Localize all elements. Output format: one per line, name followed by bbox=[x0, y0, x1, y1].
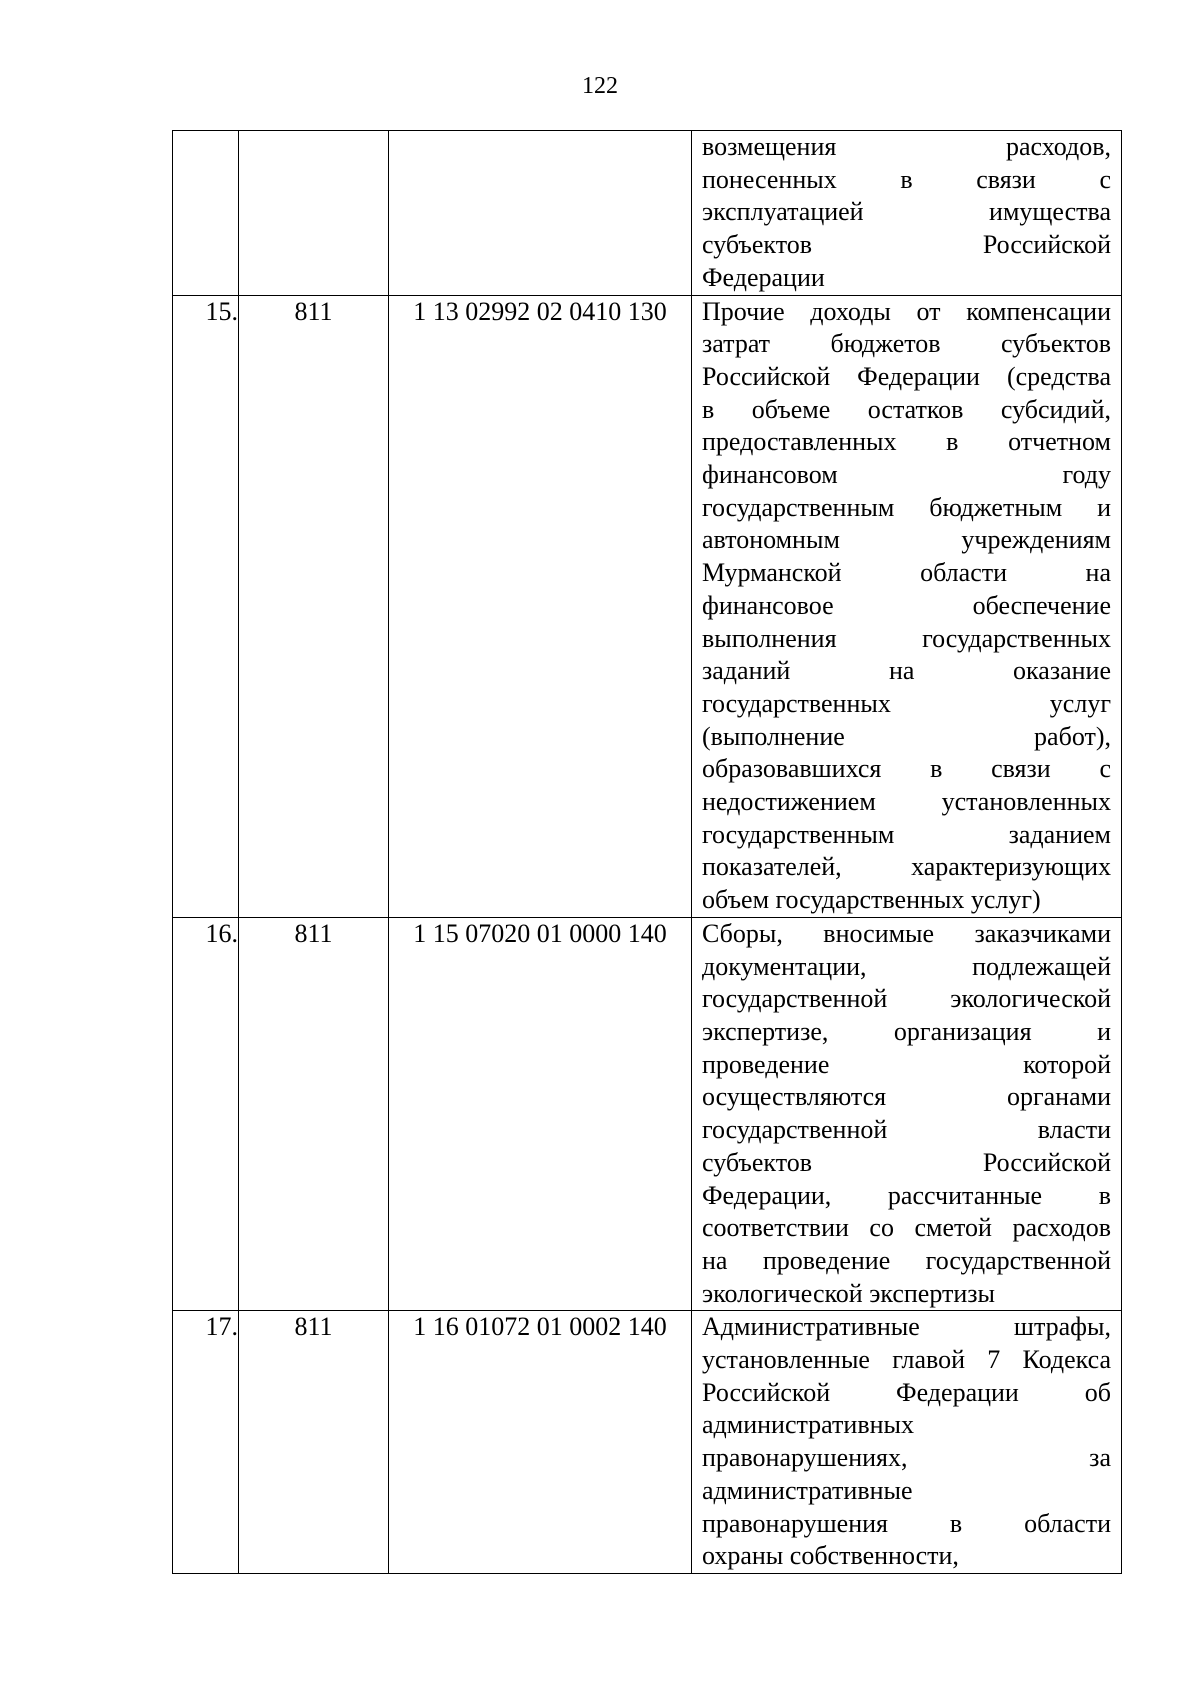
revenue-name-line: понесенных в связи с bbox=[702, 164, 1111, 194]
revenue-name-line: соответствии со сметой расходов bbox=[702, 1213, 1111, 1243]
table-row bbox=[173, 917, 1122, 1310]
revenue-code-cell: 1 15 07020 01 0000 140 bbox=[389, 917, 692, 1310]
page-number: 122 bbox=[582, 73, 618, 99]
revenue-codes-table bbox=[172, 130, 1122, 1574]
revenue-name-line: субъектов Российской bbox=[702, 230, 1111, 260]
revenue-name-line: Сборы, вносимые заказчиками bbox=[702, 918, 1111, 948]
revenue-name-line: государственной экологической bbox=[702, 984, 1111, 1014]
revenue-name-line: эксплуатацией имущества bbox=[702, 197, 1111, 227]
revenue-name-text bbox=[702, 131, 1111, 295]
revenue-name-line: государственным заданием bbox=[702, 819, 1111, 849]
administrator-code-cell: 811 bbox=[239, 917, 389, 1310]
revenue-name-line: финансовое обеспечение bbox=[702, 590, 1111, 620]
revenue-name-line: возмещения расходов, bbox=[702, 132, 1111, 161]
revenue-name-line: показателей, характеризующих bbox=[702, 852, 1111, 882]
table-row bbox=[173, 1311, 1122, 1574]
revenue-name-line: Федерации, рассчитанные в bbox=[702, 1180, 1111, 1210]
revenue-name-text bbox=[702, 918, 1111, 1310]
revenue-name-line: административных bbox=[702, 1410, 914, 1440]
revenue-name-line: автономным учреждениям bbox=[702, 525, 1111, 555]
row-number-cell: 16. bbox=[173, 917, 239, 1310]
revenue-name-line: Российской Федерации об bbox=[702, 1377, 1111, 1407]
table-row bbox=[173, 131, 1122, 296]
revenue-name-line: охраны собственности, bbox=[702, 1541, 959, 1571]
revenue-name-line: субъектов Российской bbox=[702, 1147, 1111, 1177]
revenue-name-line: на проведение государственной bbox=[702, 1245, 1111, 1275]
table-body bbox=[173, 131, 1122, 1574]
revenue-name-line: Мурманской области на bbox=[702, 558, 1111, 588]
revenue-name-cell bbox=[692, 1311, 1122, 1574]
revenue-name-line: в объеме остатков субсидий, bbox=[702, 394, 1111, 424]
row-number-cell bbox=[173, 131, 239, 296]
revenue-name-line: недостижением установленных bbox=[702, 787, 1111, 817]
revenue-name-line: документации, подлежащей bbox=[702, 951, 1111, 981]
revenue-name-line: затрат бюджетов субъектов bbox=[702, 329, 1111, 359]
revenue-name-line: административные bbox=[702, 1475, 913, 1505]
revenue-name-line: осуществляются органами bbox=[702, 1082, 1111, 1112]
revenue-name-line: объем государственных услуг) bbox=[702, 885, 1041, 915]
revenue-name-cell bbox=[692, 131, 1122, 296]
table-row bbox=[173, 295, 1122, 917]
revenue-name-line: (выполнение работ), bbox=[702, 721, 1111, 751]
row-number-cell: 17. bbox=[173, 1311, 239, 1574]
revenue-name-text bbox=[702, 296, 1111, 917]
revenue-name-cell bbox=[692, 295, 1122, 917]
revenue-name-line: предоставленных в отчетном bbox=[702, 427, 1111, 457]
revenue-name-line: Федерации bbox=[702, 262, 825, 292]
revenue-name-line: правонарушения в области bbox=[702, 1508, 1111, 1538]
revenue-name-line: Российской Федерации (средства bbox=[702, 361, 1111, 391]
administrator-code-cell: 811 bbox=[239, 1311, 389, 1574]
revenue-name-line: экологической экспертизы bbox=[702, 1278, 996, 1308]
revenue-name-line: государственной власти bbox=[702, 1115, 1111, 1145]
revenue-name-text bbox=[702, 1311, 1111, 1573]
revenue-code-cell: 1 13 02992 02 0410 130 bbox=[389, 295, 692, 917]
administrator-code-cell: 811 bbox=[239, 295, 389, 917]
row-number-cell: 15. bbox=[173, 295, 239, 917]
revenue-name-line: заданий на оказание bbox=[702, 656, 1111, 686]
revenue-name-line: финансовом году bbox=[702, 460, 1111, 490]
revenue-name-line: государственных услуг bbox=[702, 688, 1111, 718]
revenue-name-line: образовавшихся в связи с bbox=[702, 754, 1111, 784]
revenue-name-line: Прочие доходы от компенсации bbox=[702, 296, 1111, 326]
administrator-code-cell bbox=[239, 131, 389, 296]
revenue-name-line: выполнения государственных bbox=[702, 623, 1111, 653]
revenue-name-line: установленные главой 7 Кодекса bbox=[702, 1345, 1111, 1375]
revenue-name-line: правонарушениях, за bbox=[702, 1443, 1111, 1473]
revenue-code-cell bbox=[389, 131, 692, 296]
revenue-name-line: проведение которой bbox=[702, 1049, 1111, 1079]
revenue-name-cell bbox=[692, 917, 1122, 1310]
revenue-name-line: экспертизе, организация и bbox=[702, 1016, 1111, 1046]
revenue-name-line: Административные штрафы, bbox=[702, 1312, 1111, 1342]
revenue-name-line: государственным бюджетным и bbox=[702, 492, 1111, 522]
revenue-code-cell: 1 16 01072 01 0002 140 bbox=[389, 1311, 692, 1574]
